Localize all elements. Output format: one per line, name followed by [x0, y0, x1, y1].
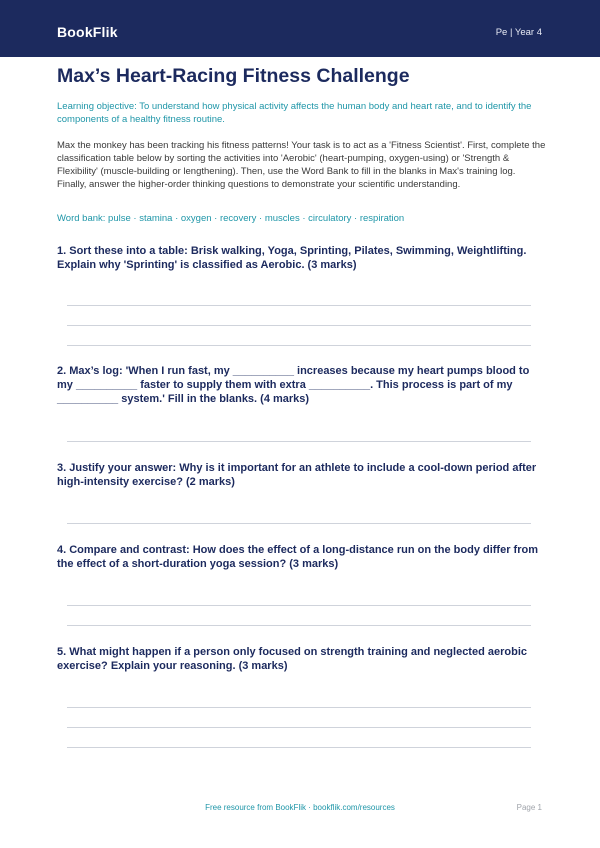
answer-line[interactable]	[67, 605, 531, 606]
learning-objective: Learning objective: To understand how physical activity affects the human body and heart rate, and to identify the components of a healthy fitness routine.	[57, 101, 532, 125]
answer-line[interactable]	[67, 441, 531, 442]
answer-line[interactable]	[67, 707, 531, 708]
answer-line[interactable]	[67, 345, 531, 346]
answer-line[interactable]	[67, 727, 531, 728]
answer-line[interactable]	[67, 305, 531, 306]
answer-line[interactable]	[67, 325, 531, 326]
brand-logo[interactable]: BookFlik	[57, 24, 118, 40]
worksheet-title: Max’s Heart-Racing Fitness Challenge	[57, 65, 410, 87]
footer-resource-link[interactable]: Free resource from BookFlik · bookflik.com/resources	[205, 803, 395, 812]
page-header	[0, 0, 600, 57]
answer-line[interactable]	[67, 523, 531, 524]
word-bank: Word bank: pulse · stamina · oxygen · recovery · muscles · circulatory · respiration	[57, 213, 405, 224]
question-2: 2. Max’s log: 'When I run fast, my __________ increases because my heart pumps blood to my __________ faster to supply them with extra __________. This process is part of my __________ system.' Fill in the blanks. (4 marks)	[57, 365, 530, 405]
question-5: 5. What might happen if a person only focused on strength training and neglected aerobic exercise? Explain your reasoning. (3 marks)	[57, 646, 527, 672]
answer-line[interactable]	[67, 747, 531, 748]
question-4: 4. Compare and contrast: How does the effect of a long-distance run on the body differ from the effect of a short-duration yoga session? (3 marks)	[57, 544, 538, 570]
page-number: Page 1	[516, 803, 542, 812]
question-3: 3. Justify your answer: Why is it important for an athlete to include a cool-down period after high-intensity exercise? (2 marks)	[57, 462, 537, 488]
subject-year-label: Pe | Year 4	[495, 27, 542, 38]
intro-paragraph: Max the monkey has been tracking his fitness patterns! Your task is to act as a 'Fitness Scientist'. First, complete the classification table below by sorting the activities into 'Aerobic' (heart-pumping, oxygen-using) or 'Strength & Flexibility' (muscle-building or lengthening). Then, use the Word Bank to fill in the blanks in Max's training log. Finally, answer the higher-order thinking questions to demonstrate your scientific understanding.	[57, 140, 546, 190]
question-1: 1. Sort these into a table: Brisk walking, Yoga, Sprinting, Pilates, Swimming, Weightlifting. Explain why 'Sprinting' is classified as Aerobic. (3 marks)	[57, 245, 527, 271]
answer-line[interactable]	[67, 625, 531, 626]
